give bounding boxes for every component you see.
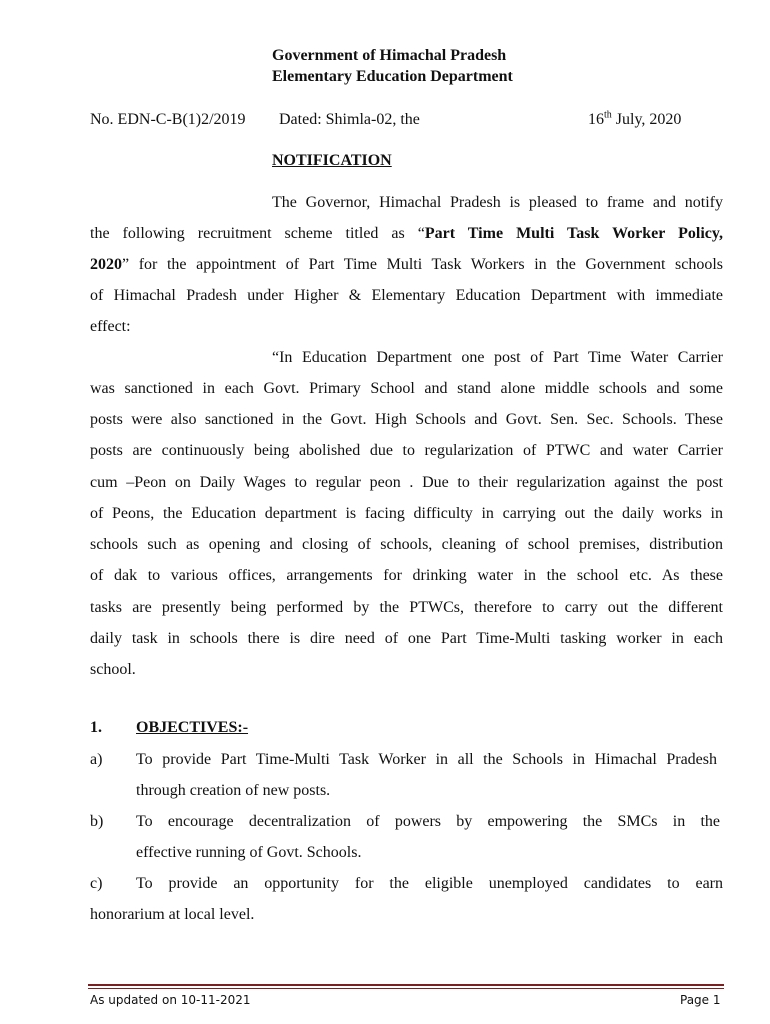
- department-header-line1: Government of Himachal Pradesh: [272, 47, 507, 64]
- notification-title: NOTIFICATION: [272, 152, 392, 169]
- para1-line2: [90, 225, 723, 243]
- date-day-suffix: th: [604, 109, 612, 121]
- para2-line5: cum –Peon on Daily Wages to regular peon . Due to their regularization against the post: [90, 474, 723, 491]
- objective-b-line2: effective running of Govt. Schools.: [136, 844, 362, 861]
- objective-c-marker: c): [90, 875, 103, 892]
- page-number: Page 1: [680, 993, 721, 1007]
- objective-a-line2: through creation of new posts.: [136, 782, 331, 799]
- objective-b-marker: b): [90, 813, 104, 830]
- para1-line3: [90, 256, 723, 274]
- policy-year: 2020: [90, 256, 122, 273]
- objective-a-line1: To provide Part Time-Multi Task Worker in all the Schools in Himachal Pradesh: [136, 751, 717, 768]
- date-month-year: July, 2020: [615, 111, 682, 128]
- para1-line2-text: the following recruitment scheme titled as “: [90, 225, 425, 242]
- objective-b-line1: To encourage decentralization of powers by empowering the SMCs in the: [136, 813, 720, 830]
- para2-line6: of Peons, the Education department is facing difficulty in carrying out the daily works in: [90, 505, 723, 522]
- section-title: OBJECTIVES:-: [136, 719, 249, 736]
- para1-line4: of Himachal Pradesh under Higher & Elementary Education Department with immediate: [90, 287, 723, 304]
- notification-date: [588, 111, 681, 129]
- footer-rule-thin: [88, 988, 724, 989]
- reference-number: No. EDN-C-B(1)2/2019: [90, 111, 246, 128]
- department-header-line2: Elementary Education Department: [272, 68, 513, 85]
- para2-line9: tasks are presently being performed by the PTWCs, therefore to carry out the different: [90, 599, 723, 616]
- para2-line1: “In Education Department one post of Part Time Water Carrier: [272, 349, 723, 366]
- para2-line3: posts were also sanctioned in the Govt. High Schools and Govt. Sen. Sec. Schools. These: [90, 411, 723, 428]
- objective-a-marker: a): [90, 751, 103, 768]
- objective-c-line2: honorarium at local level.: [90, 906, 255, 923]
- objective-c-line1: To provide an opportunity for the eligible unemployed candidates to earn: [136, 875, 723, 892]
- para2-line10: daily task in schools there is dire need of one Part Time-Multi tasking worker in each: [90, 630, 723, 647]
- para1-line3-text: ” for the appointment of Part Time Multi Task Workers in the Government schools: [122, 256, 723, 273]
- para2-line7: schools such as opening and closing of schools, cleaning of school premises, distribution: [90, 536, 723, 553]
- dated-label: Dated: Shimla-02, the: [279, 111, 420, 128]
- para2-line4: posts are continuously being abolished due to regularization of PTWC and water Carrier: [90, 442, 723, 459]
- section-number: 1.: [90, 719, 102, 736]
- footer-updated-date: As updated on 10-11-2021: [90, 993, 251, 1007]
- footer-rule: [88, 984, 724, 986]
- para1-line5: effect:: [90, 318, 131, 335]
- para2-line2: was sanctioned in each Govt. Primary School and stand alone middle schools and some: [90, 380, 723, 397]
- date-day: 16: [588, 111, 604, 128]
- policy-title: Part Time Multi Task Worker Policy,: [424, 225, 723, 242]
- para1-line1: The Governor, Himachal Pradesh is pleased to frame and notify: [272, 194, 723, 211]
- para2-line11: school.: [90, 661, 136, 678]
- para2-line8: of dak to various offices, arrangements for drinking water in the school etc. As these: [90, 567, 723, 584]
